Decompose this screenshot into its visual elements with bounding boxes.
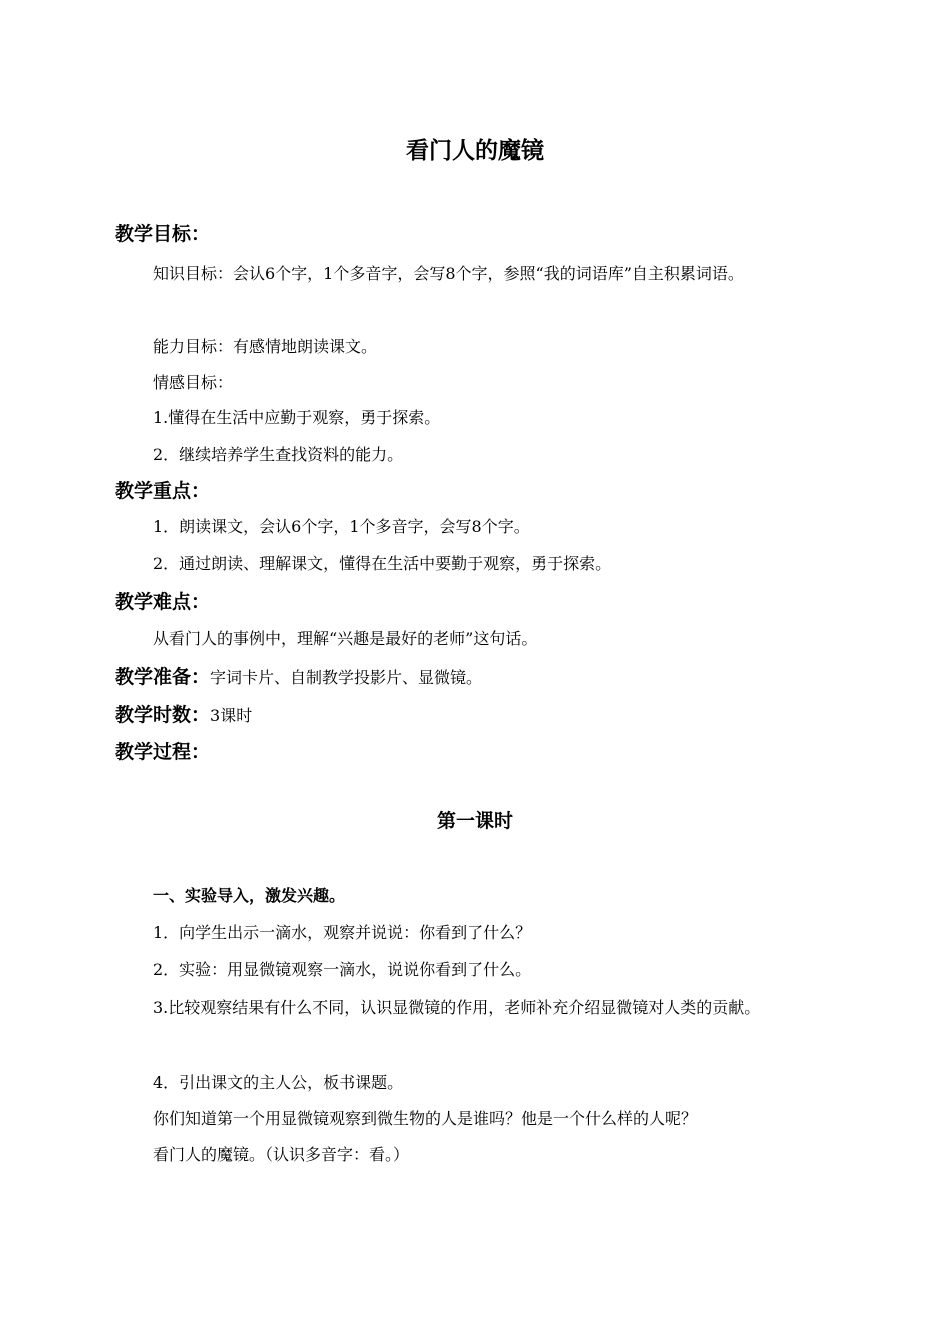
lesson-title-note: 看门人的魔镜。（认识多音字：看。） — [153, 1145, 410, 1164]
preparation-heading: 教学准备： — [115, 666, 211, 688]
key-points-heading: 教学重点： — [115, 480, 211, 502]
lesson-item-3: 3.比较观察结果有什么不同，认识显微镜的作用，老师补充介绍显微镜对人类的贡献。 — [153, 998, 761, 1017]
section-1-heading: 一、实验导入，激发兴趣。 — [153, 886, 346, 905]
lesson-1-title: 第一课时 — [436, 810, 513, 832]
lesson-item-1: 1．向学生出示一滴水，观察并说说：你看到了什么？ — [153, 923, 532, 942]
difficulties-text: 从看门人的事例中，理解“兴趣是最好的老师”这句话。 — [153, 629, 538, 648]
difficulties-heading: 教学难点： — [115, 591, 211, 613]
lesson-item-4: 4．引出课文的主人公，板书课题。 — [153, 1073, 404, 1092]
lesson-item-2: 2．实验：用显微镜观察一滴水，说说你看到了什么。 — [153, 960, 532, 979]
hours-heading: 教学时数： — [115, 704, 211, 726]
hours-text: 3课时 — [210, 706, 253, 725]
document-title: 看门人的魔镜 — [406, 138, 544, 164]
key-point-1: 1．朗读课文，会认6个字，1个多音字，会写8个字。 — [153, 517, 530, 536]
hours-row — [115, 700, 252, 731]
key-point-2: 2．通过朗读、理解课文，懂得在生活中要勤于观察，勇于探索。 — [153, 554, 612, 573]
lesson-question: 你们知道第一个用显微镜观察到微生物的人是谁吗？他是一个什么样的人呢？ — [153, 1109, 698, 1128]
knowledge-objective: 知识目标：会认6个字，1个多音字，会写8个字，参照“我的词语库”自主积累词语。 — [153, 264, 744, 283]
emotion-objective-label: 情感目标： — [153, 373, 234, 392]
preparation-text: 字词卡片、自制教学投影片、显微镜。 — [210, 668, 483, 687]
process-heading: 教学过程： — [115, 741, 211, 763]
emotion-item-2: 2．继续培养学生查找资料的能力。 — [153, 445, 404, 464]
emotion-item-1: 1.懂得在生活中应勤于观察，勇于探索。 — [153, 408, 441, 427]
preparation-row — [115, 662, 482, 693]
ability-objective: 能力目标：有感情地朗读课文。 — [153, 337, 378, 356]
objectives-heading: 教学目标： — [115, 223, 211, 245]
